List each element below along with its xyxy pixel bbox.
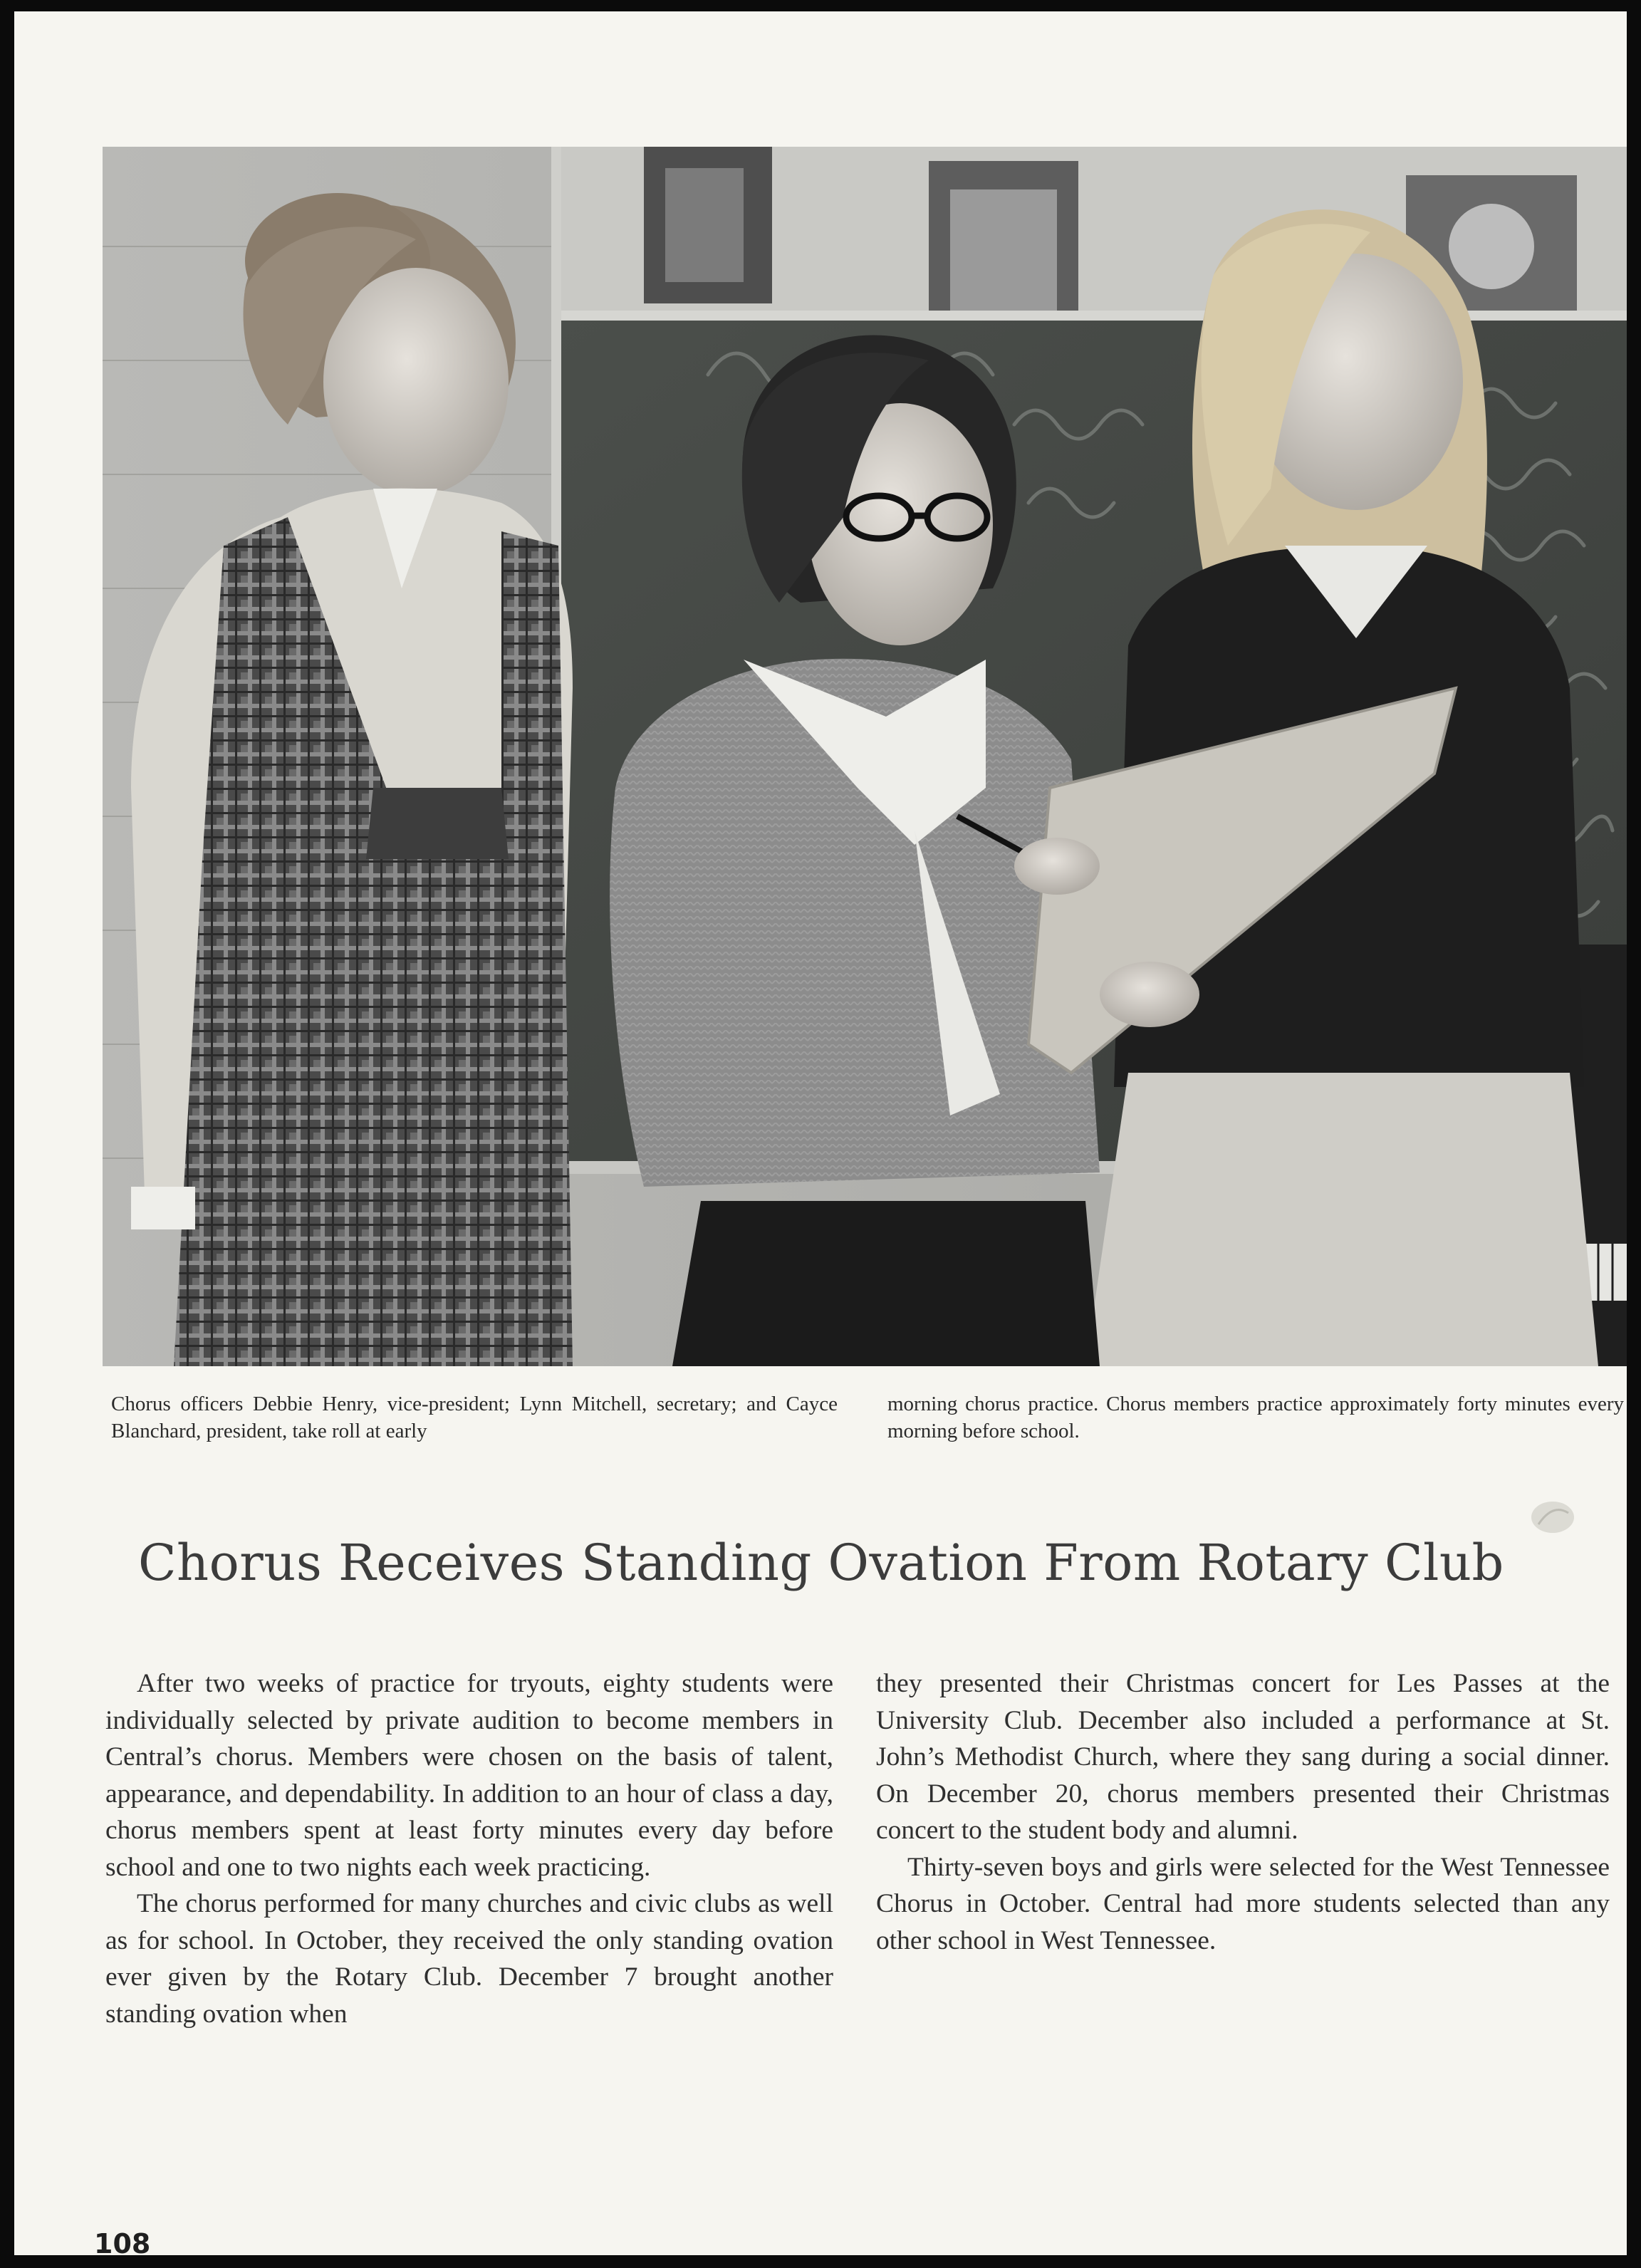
article-headline: Chorus Receives Standing Ovation From Rotary Club	[138, 1534, 1504, 1592]
article-paragraph: The chorus performed for many churches and civic clubs as well as for school. In October, they received the only standing ovation ever given by the Rotary Club. December 7 brought another standing ovation when	[105, 1889, 833, 2029]
page-number: 108	[94, 2228, 151, 2255]
article-paragraph: they presented their Christmas concert for Les Passes at the University Club. December also included a performance at St. John’s Methodist Church, where they sang during a social dinner. On December 20, chorus members presented their Christmas concert to the student body and alumni.	[876, 1669, 1610, 1845]
page-paper	[14, 11, 1627, 2255]
article-column-left	[105, 1665, 833, 2032]
photo-caption-left: Chorus officers Debbie Henry, vice-president; Lynn Mitchell, secretary; and Cayce Blanchard, president, take roll at early	[111, 1393, 838, 1442]
photo-caption-right: morning chorus practice. Chorus members practice approximately forty minutes every morning before school.	[887, 1393, 1624, 1442]
article-paragraph: After two weeks of practice for tryouts, eighty students were individually selected by private audition to become members in Central’s chorus. Members were chosen on the basis of talent, appearance, and dependability. In addition to an hour of class a day, chorus members spent at least forty minutes every day before school and one to two nights each week practicing.	[105, 1669, 833, 1882]
article-column-right	[876, 1665, 1610, 1959]
article-paragraph: Thirty-seven boys and girls were selected for the West Tennessee Chorus in October. Central had more students selected than any other school in West Tennessee.	[876, 1852, 1610, 1955]
chorus-officers-photo	[103, 147, 1627, 1366]
